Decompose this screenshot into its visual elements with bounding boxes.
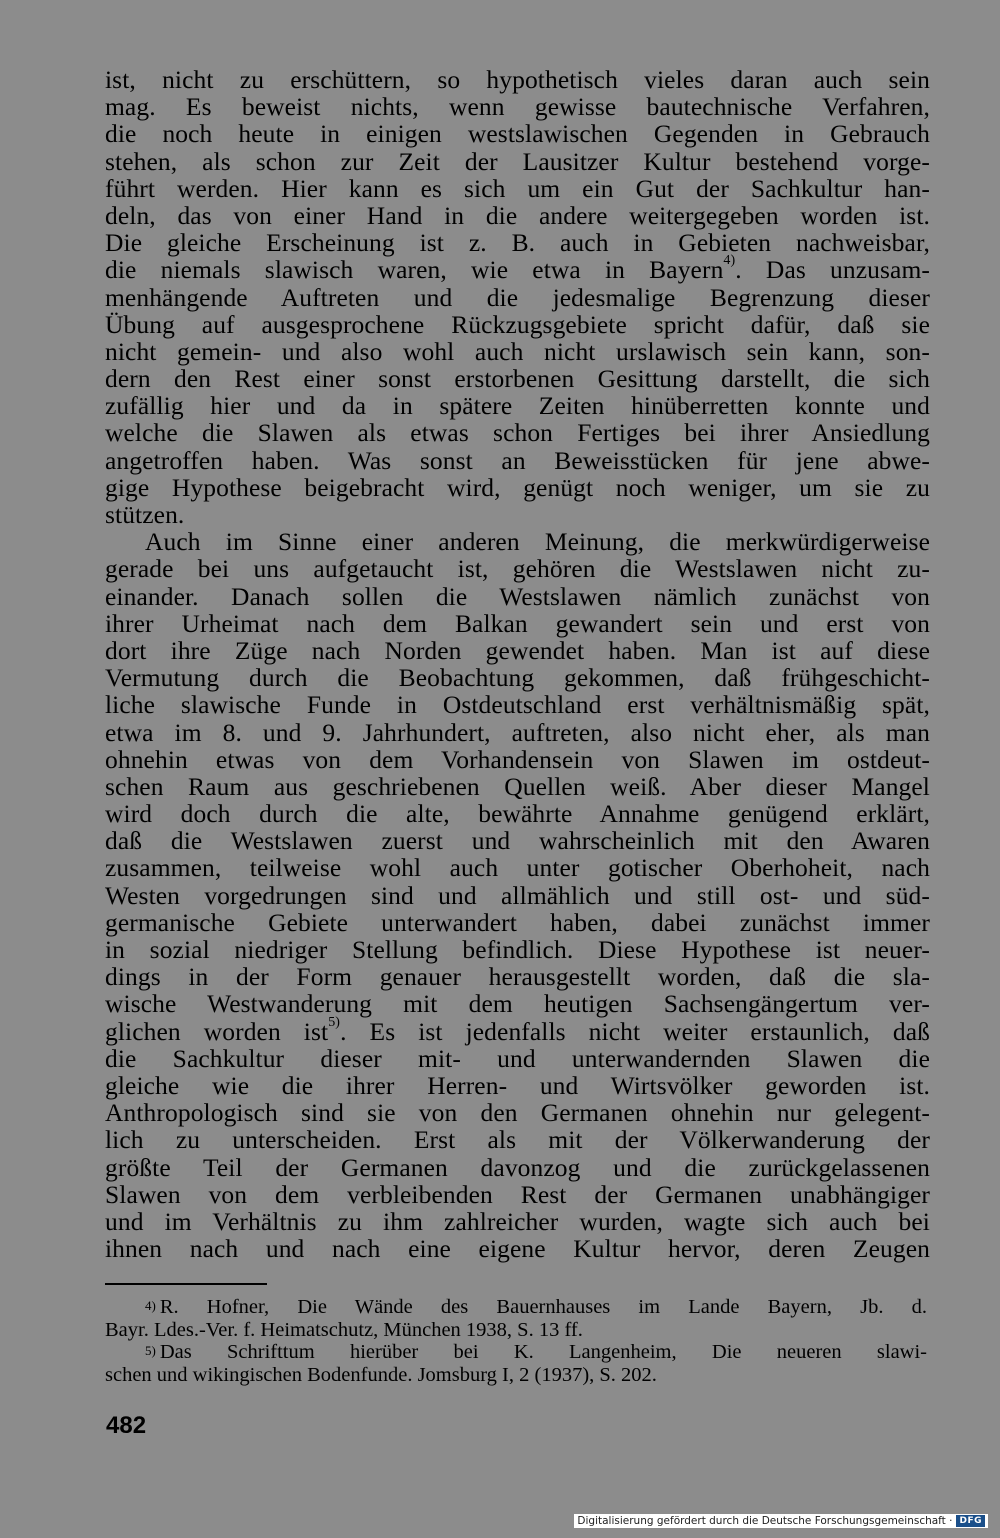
footnote	[105, 1341, 927, 1386]
text-line: Vermutung durch die Beobachtung gekommen, daß frühgeschicht-	[105, 663, 930, 693]
text-line: wische Westwanderung mit dem heutigen Sachsengängertum ver-	[105, 989, 930, 1019]
text-line: ihrer Urheimat nach dem Balkan gewandert sein und erst von	[105, 608, 930, 638]
text-line: lich zu unterscheiden. Erst als mit der Völkerwanderung der	[105, 1125, 930, 1155]
text-segment: . Das unzusam-	[735, 255, 930, 285]
page-number: 482	[106, 1412, 147, 1439]
text-line: einander. Danach sollen die Westslawen nämlich zunächst von	[105, 581, 930, 611]
text-line: dings in der Form genauer herausgestellt worden, daß die sla-	[105, 962, 930, 992]
text-line: germanische Gebiete unterwandert haben, dabei zunächst immer	[105, 907, 930, 937]
text-line: stützen.	[105, 500, 185, 529]
text-line: gige Hypothese beigebracht wird, genügt noch weniger, um sie zu	[105, 472, 930, 502]
text-segment: glichen worden ist	[105, 1016, 329, 1046]
footnote-reference: 4)	[723, 253, 736, 269]
text-line: Auch im Sinne einer anderen Meinung, die merkwürdigerweise	[145, 527, 930, 557]
text-line	[105, 253, 930, 285]
footnote-mark: 4)	[145, 1298, 156, 1313]
credit-text: Digitalisierung gefördert durch die Deutsche Forschungsgemeinschaft ·	[577, 1515, 953, 1527]
text-line: dort ihre Züge nach Norden gewendet haben. Man ist auf diese	[105, 635, 930, 665]
text-line: die Sachkultur dieser mit- und unterwandernden Slawen die	[105, 1043, 930, 1073]
footnotes	[105, 1296, 927, 1386]
digitization-credit	[574, 1514, 988, 1528]
text-line: und im Verhältnis zu ihm zahlreicher wurden, wagte sich auch bei	[105, 1206, 930, 1236]
text-line: menhängende Auftreten und die jedesmalige Begrenzung dieser	[105, 282, 930, 312]
body-text	[105, 66, 930, 1262]
text-line: deln, das von einer Hand in die andere weitergegeben worden ist.	[105, 200, 930, 230]
text-segment: R. Hofner, Die Wände des Bauernhauses im Lande Bayern, Jb. d.	[159, 1296, 927, 1318]
footnote-line	[105, 1296, 927, 1319]
text-line: in sozial niedriger Stellung befindlich. Diese Hypothese ist neuer-	[105, 935, 930, 964]
text-line: ist, nicht zu erschüttern, so hypothetisch vieles daran auch sein	[105, 65, 930, 94]
text-line: liche slawische Funde in Ostdeutschland erst verhältnismäßig spät,	[105, 690, 930, 720]
text-segment: . Es ist jedenfalls nicht weiter erstaunlich, daß	[340, 1016, 930, 1046]
text-line: größte Teil der Germanen davonzog und die zurückgelassenen	[105, 1152, 930, 1182]
footnote-mark: 5)	[145, 1343, 156, 1358]
text-line: angetroffen haben. Was sonst an Beweisstücken für jene abwe-	[105, 445, 930, 475]
dfg-logo-icon: DFG	[956, 1515, 985, 1527]
footnote-line	[105, 1341, 927, 1364]
footnote	[105, 1296, 927, 1341]
text-line: zusammen, teilweise wohl auch unter gotischer Oberhoheit, nach	[105, 853, 930, 883]
text-line: schen Raum aus geschriebenen Quellen weiß. Aber dieser Mangel	[105, 771, 930, 801]
text-line	[105, 1014, 930, 1046]
text-line: dern den Rest einer sonst erstorbenen Gesittung darstellt, die sich	[105, 364, 930, 394]
text-line: ohnehin etwas von dem Vorhandensein von Slawen im ostdeut-	[105, 744, 930, 774]
text-line: nicht gemein- und also wohl auch nicht urslawisch sein kann, son-	[105, 336, 930, 366]
footnote-reference: 5)	[328, 1014, 341, 1030]
text-line: stehen, als schon zur Zeit der Lausitzer Kultur bestehend vorge-	[105, 146, 930, 176]
text-line: Die gleiche Erscheinung ist z. B. auch in Gebieten nachweisbar,	[105, 228, 930, 258]
footnote-line: Bayr. Ldes.-Ver. f. Heimatschutz, München 1938, S. 13 ff.	[105, 1318, 583, 1341]
footnote-divider	[105, 1283, 267, 1285]
text-segment: die niemals slawisch waren, wie etwa in Bayern	[105, 255, 724, 285]
text-line: etwa im 8. und 9. Jahrhundert, auftreten, also nicht eher, als man	[105, 717, 930, 747]
text-segment: Das Schrifttum hierüber bei K. Langenheim, Die neueren slawi-	[159, 1341, 927, 1363]
text-line: Anthropologisch sind sie von den Germanen ohnehin nur gelegent-	[105, 1098, 930, 1128]
text-line: Slawen von dem verbleibenden Rest der Germanen unabhängiger	[105, 1179, 930, 1209]
footnote-line: schen und wikingischen Bodenfunde. Jomsburg I, 2 (1937), S. 202.	[105, 1363, 657, 1386]
text-line: daß die Westslawen zuerst und wahrscheinlich mit den Awaren	[105, 826, 930, 856]
text-line: zufällig hier und da in spätere Zeiten hinüberretten konnte und	[105, 391, 930, 421]
text-line: gleiche wie die ihrer Herren- und Wirtsvölker geworden ist.	[105, 1070, 930, 1100]
text-line: führt werden. Hier kann es sich um ein Gut der Sachkultur han-	[105, 173, 930, 203]
text-line: ihnen nach und nach eine eigene Kultur hervor, deren Zeugen	[105, 1234, 930, 1264]
text-line: Westen vorgedrungen sind und allmählich und still ost- und süd-	[105, 880, 930, 910]
text-line: wird doch durch die alte, bewährte Annahme genügend erklärt,	[105, 799, 930, 829]
text-line: gerade bei uns aufgetaucht ist, gehören die Westslawen nicht zu-	[105, 554, 930, 584]
text-line: mag. Es beweist nichts, wenn gewisse bautechnische Verfahren,	[105, 92, 930, 122]
text-line: welche die Slawen als etwas schon Fertiges bei ihrer Ansiedlung	[105, 418, 930, 448]
text-line: Übung auf ausgesprochene Rückzugsgebiete spricht dafür, daß sie	[105, 309, 930, 339]
text-line: die noch heute in einigen westslawischen Gegenden in Gebrauch	[105, 119, 930, 149]
